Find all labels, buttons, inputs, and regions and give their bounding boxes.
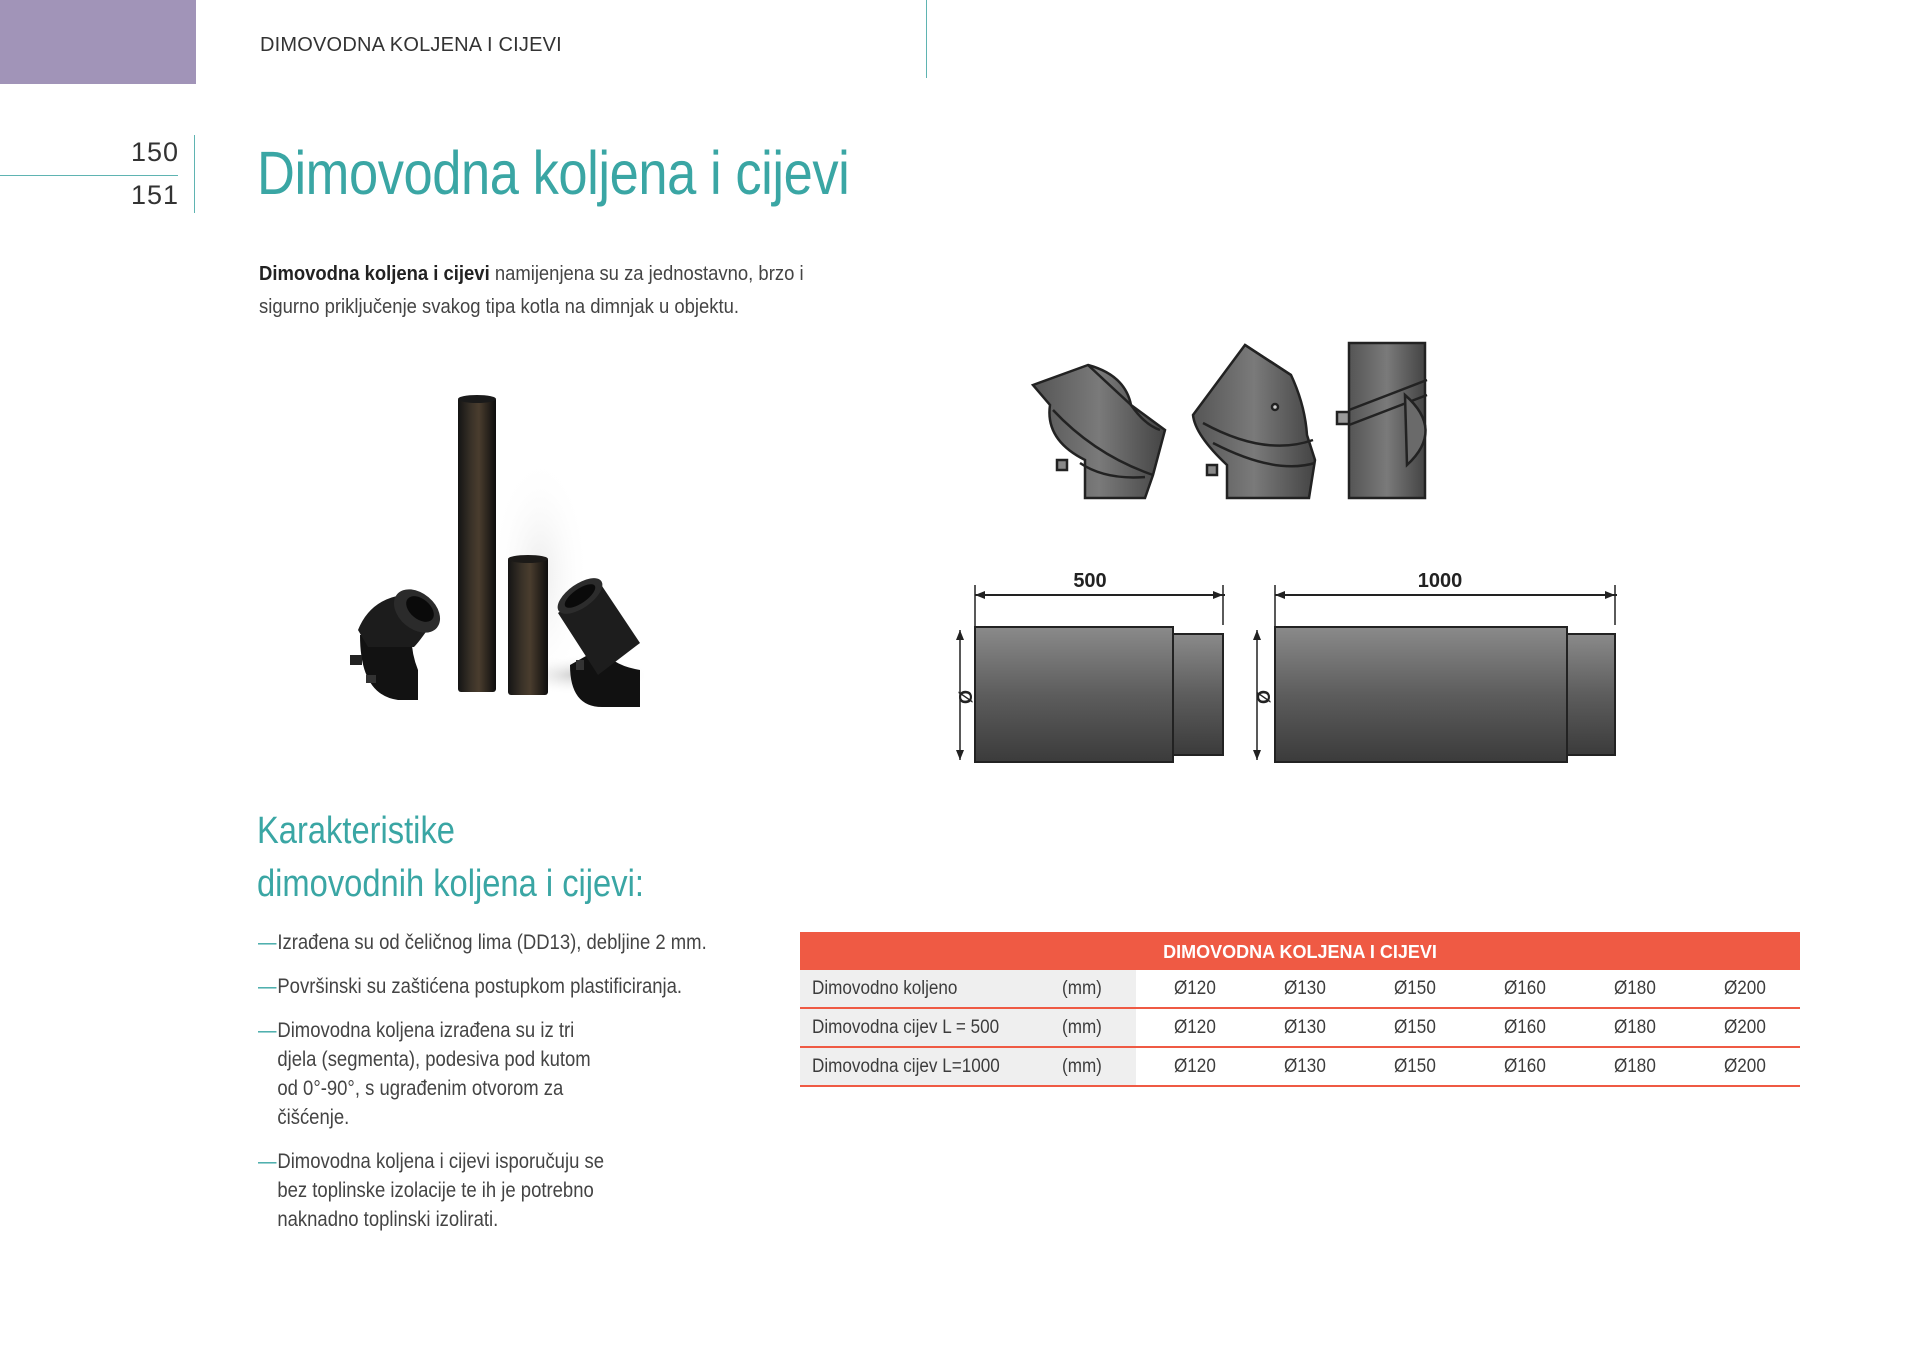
diameter-label-1000: Ø	[1254, 689, 1274, 705]
row-name: Dimovodna cijev L = 500	[812, 1017, 1000, 1038]
tall-pipe	[458, 397, 496, 692]
table-row	[800, 1009, 1800, 1048]
intro-bold: Dimovodna koljena i cijevi	[259, 262, 490, 285]
characteristics-heading-line2: dimovodnih koljena i cijevi:	[257, 863, 644, 905]
table-cell: Ø120	[1174, 1017, 1216, 1038]
table-cell: Ø130	[1284, 978, 1326, 999]
table-cell: Ø150	[1394, 978, 1436, 999]
table-cell: Ø120	[1174, 978, 1216, 999]
pipe-1000-drawing	[1253, 585, 1617, 762]
intro-paragraph	[259, 257, 835, 323]
pipe-500-drawing	[956, 585, 1225, 762]
table-cell: Ø150	[1394, 1017, 1436, 1038]
table-cell: Ø130	[1284, 1017, 1326, 1038]
header-divider	[926, 0, 927, 78]
pipe-with-cleaning-door-drawing	[1337, 343, 1427, 498]
table-cell: Ø150	[1394, 1056, 1436, 1077]
header-color-block	[0, 0, 196, 84]
running-header: DIMOVODNA KOLJENA I CIJEVI	[260, 34, 562, 56]
short-pipe-top	[508, 555, 548, 563]
table-cell: Ø160	[1504, 1017, 1546, 1038]
list-item	[258, 972, 735, 1001]
list-item-text: Dimovodna koljena i cijevi isporučuju se bez toplinske izolacije te ih je potrebno naknadno toplinski izolirati.	[277, 1150, 605, 1231]
page-number-right: 151	[131, 180, 180, 210]
spec-table	[800, 932, 1800, 1087]
list-item-text: Površinski su zaštićena postupkom plastificiranja.	[277, 975, 683, 998]
row-unit: (mm)	[1062, 978, 1102, 999]
table-cell: Ø120	[1174, 1056, 1216, 1077]
row-name: Dimovodna cijev L=1000	[812, 1056, 1000, 1077]
list-item	[258, 928, 735, 957]
list-bullet: —	[258, 1150, 277, 1173]
page-number-divider	[0, 175, 178, 176]
table-row	[800, 1048, 1800, 1087]
intro-text: namijenjena su za jednostavno, brzo i sigurno priključenje svakog tipa kotla na dimnjak u objektu.	[259, 262, 804, 318]
characteristics-heading-line1: Karakteristike	[257, 810, 455, 852]
page-number-rule	[194, 135, 195, 213]
list-item	[258, 1147, 629, 1234]
page-number-left: 150	[131, 137, 180, 167]
table-cell: Ø180	[1614, 978, 1656, 999]
list-bullet: —	[258, 931, 277, 954]
characteristics-heading	[257, 805, 644, 911]
dimension-label-500: 500	[1073, 570, 1107, 592]
page-title: Dimovodna koljena i cijevi	[257, 139, 850, 207]
dimension-label-1000: 1000	[1417, 570, 1463, 592]
technical-drawings	[945, 335, 1635, 775]
tall-pipe-top	[458, 395, 496, 403]
list-item	[258, 1016, 612, 1132]
row-unit: (mm)	[1062, 1056, 1102, 1077]
table-cell: Ø200	[1724, 978, 1766, 999]
page-numbers	[0, 135, 196, 213]
table-cell: Ø160	[1504, 1056, 1546, 1077]
characteristics-list	[258, 928, 738, 1249]
product-photo	[340, 385, 670, 745]
elbow-90-drawing	[1033, 365, 1165, 498]
table-row	[800, 970, 1800, 1009]
table-cell: Ø180	[1614, 1056, 1656, 1077]
table-cell: Ø180	[1614, 1017, 1656, 1038]
table-cell: Ø200	[1724, 1056, 1766, 1077]
short-pipe	[508, 557, 548, 695]
table-cell: Ø200	[1724, 1017, 1766, 1038]
table-cell: Ø160	[1504, 978, 1546, 999]
list-bullet: —	[258, 1019, 277, 1042]
list-item-text: Dimovodna koljena izrađena su iz tri djela (segmenta), podesiva pod kutom od 0°-90°, s ugrađenim otvorom za čišćenje.	[277, 1019, 591, 1129]
spec-table-header: DIMOVODNA KOLJENA I CIJEVI	[800, 932, 1800, 970]
list-bullet: —	[258, 975, 277, 998]
list-item-text: Izrađena su od čeličnog lima (DD13), debljine 2 mm.	[277, 931, 707, 954]
table-cell: Ø130	[1284, 1056, 1326, 1077]
row-unit: (mm)	[1062, 1017, 1102, 1038]
left-elbow	[350, 580, 448, 700]
diameter-label-500: Ø	[956, 689, 976, 705]
row-name: Dimovodno koljeno	[812, 978, 958, 999]
elbow-45-drawing	[1193, 345, 1315, 498]
